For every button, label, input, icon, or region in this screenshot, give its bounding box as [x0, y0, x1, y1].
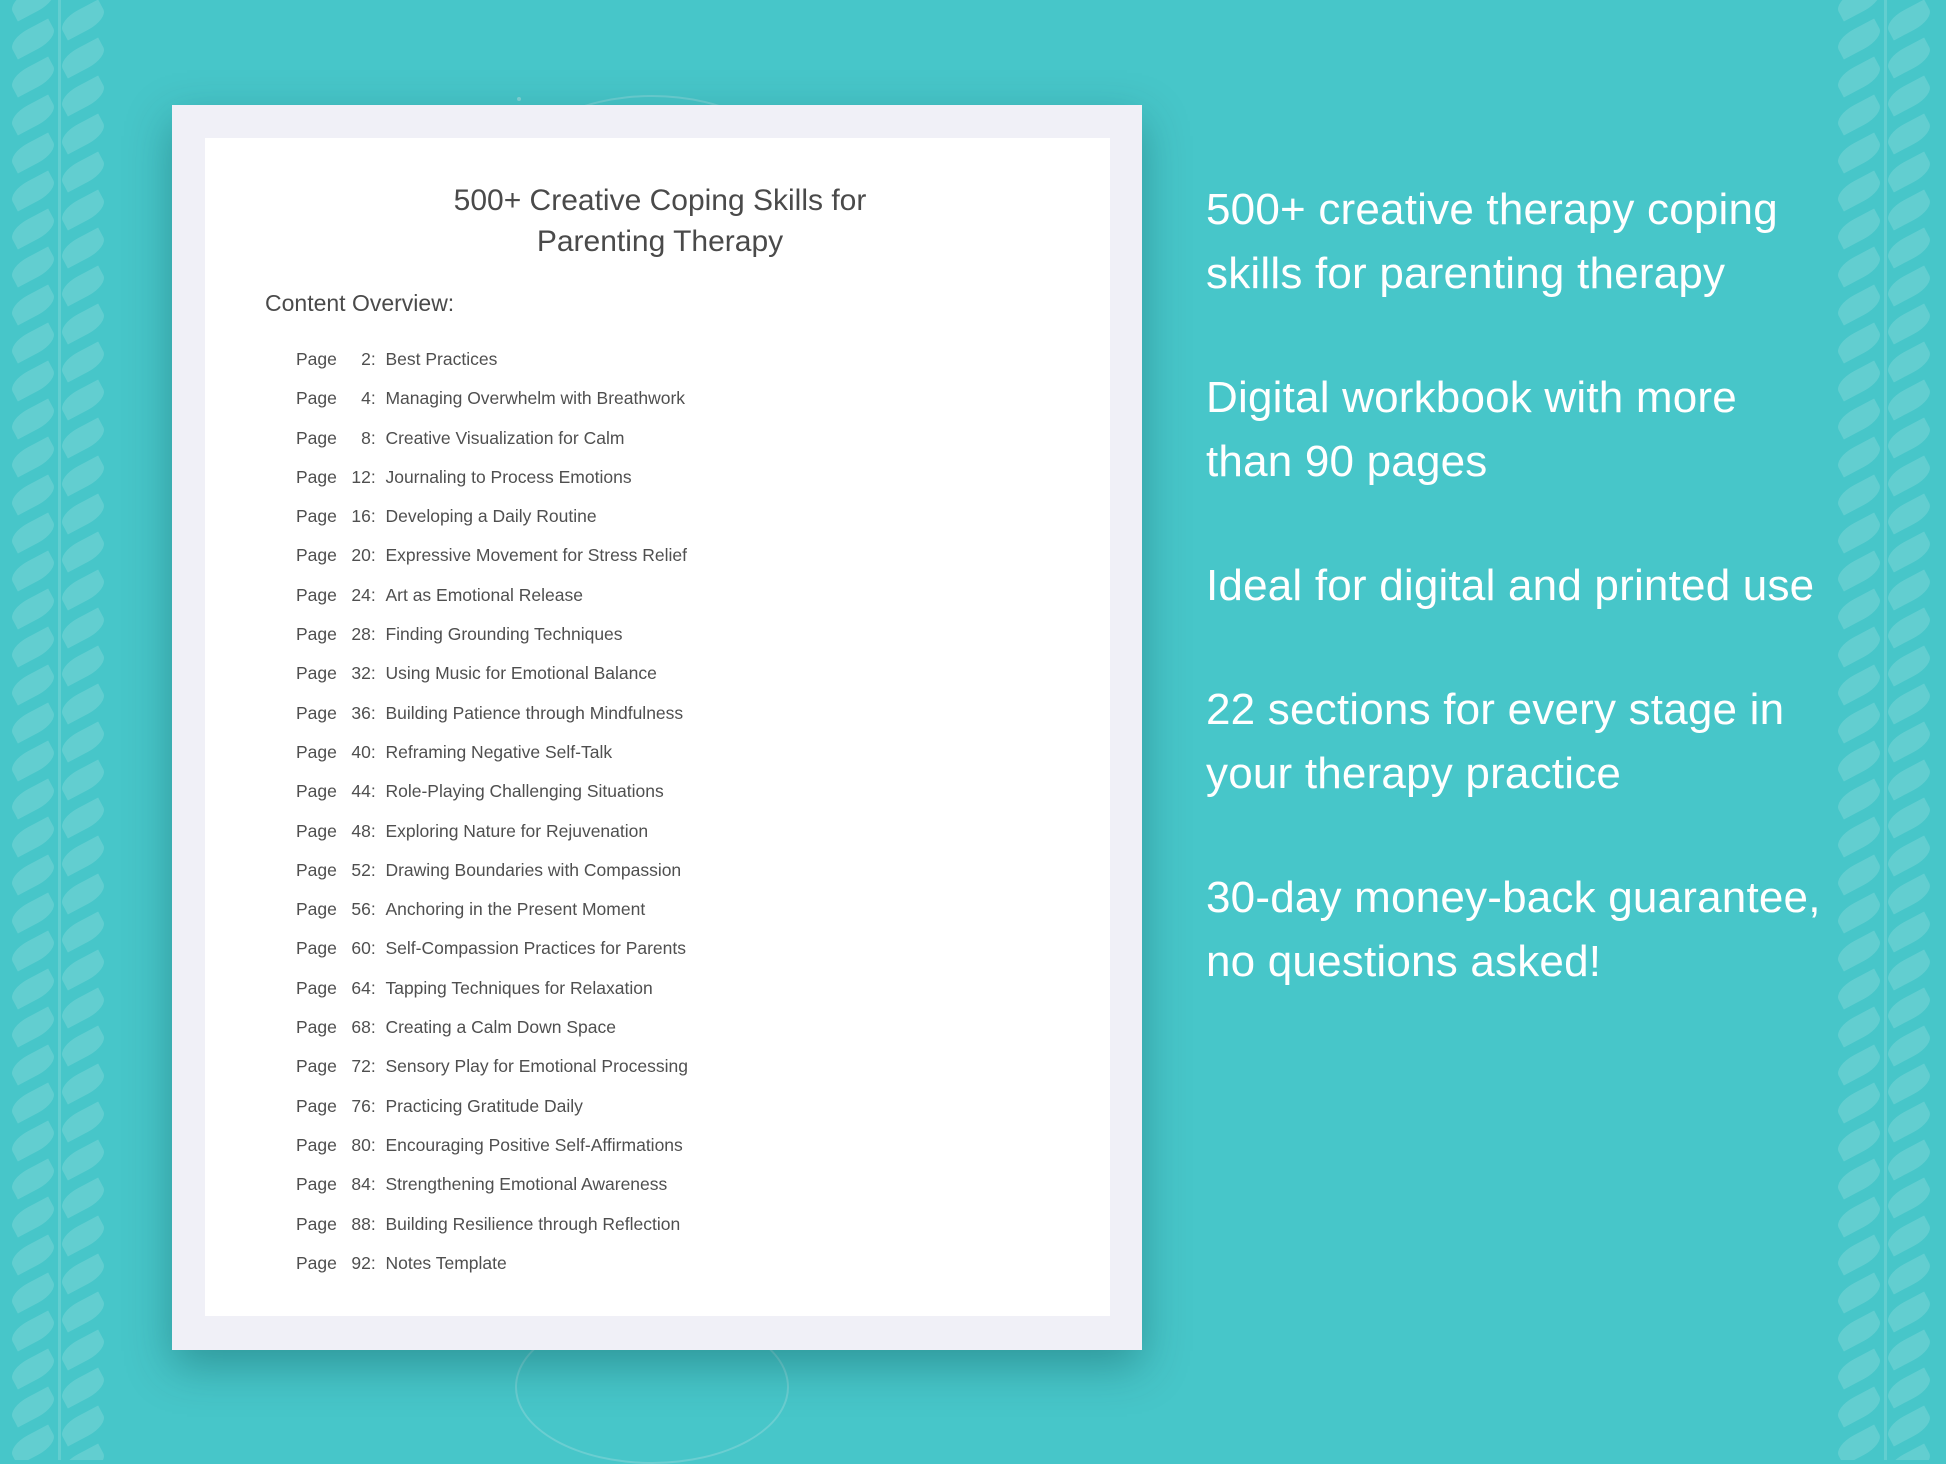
leaf-shape [58, 987, 109, 1028]
leaf-shape [1884, 531, 1935, 572]
leaf-shape [1884, 607, 1935, 648]
toc-page-number: 24 [351, 584, 371, 605]
toc-page-word: Page [296, 859, 337, 880]
document-title-line-1: 500+ Creative Coping Skills for [453, 184, 867, 217]
toc-row [296, 890, 1016, 929]
leaf-shape [58, 607, 109, 648]
toc-page-number: 76 [351, 1095, 371, 1116]
toc-separator: : [370, 349, 386, 369]
leaf-shape [1834, 1348, 1885, 1389]
leaf-shape [1884, 721, 1935, 762]
leaf-shape [58, 531, 109, 572]
vine-stem [1884, 0, 1887, 1460]
leaf-shape [1834, 740, 1885, 781]
toc-row [296, 851, 1016, 890]
leaf-shape [58, 1025, 109, 1066]
leaf-shape [58, 1215, 109, 1256]
toc-page-word: Page [296, 977, 337, 998]
toc-separator: : [370, 859, 386, 880]
leaf-shape [1884, 873, 1935, 914]
marketing-bullet: Ideal for digital and printed use [1206, 561, 1815, 610]
toc-page-number: 28 [351, 624, 371, 645]
leaf-shape [58, 227, 109, 268]
toc-entry-title: Role-Playing Challenging Situations [385, 781, 664, 802]
toc-page-word: Page [296, 663, 337, 684]
leaf-shape [58, 417, 109, 458]
leaf-shape [1884, 797, 1935, 838]
marketing-bullet: 30-day money-back guarantee, no questions asked! [1206, 873, 1821, 986]
leaf-shape [8, 550, 59, 591]
toc-separator: : [370, 702, 386, 723]
leaf-shape [1834, 1044, 1885, 1085]
toc-page-number: 16 [351, 506, 371, 527]
toc-page-number: 44 [351, 781, 371, 802]
toc-page-number: 60 [351, 938, 371, 959]
leaf-shape [58, 341, 109, 382]
leaf-shape [8, 1158, 59, 1199]
leaf-shape [8, 892, 59, 933]
toc-page-word: Page [296, 820, 337, 841]
vine-stem [58, 0, 61, 1460]
leaf-shape [1834, 1386, 1885, 1427]
leaf-shape [1834, 322, 1885, 363]
toc-separator: : [370, 741, 386, 762]
toc-entry-title: Exploring Nature for Rejuvenation [385, 820, 649, 841]
toc-entry-title: Practicing Gratitude Daily [385, 1095, 583, 1116]
toc-separator: : [370, 781, 386, 802]
toc-row [296, 772, 1016, 811]
leaf-shape [1834, 816, 1885, 857]
toc-entry-title: Best Practices [385, 349, 498, 369]
leaf-shape [1884, 1443, 1935, 1460]
leaf-shape [1834, 474, 1885, 515]
leaf-shape [1834, 550, 1885, 591]
toc-page-word: Page [296, 545, 337, 566]
leaf-shape [8, 94, 59, 135]
toc-page-number: 80 [351, 1134, 371, 1155]
leaf-shape [8, 702, 59, 743]
toc-page-word: Page [296, 702, 337, 723]
document-title [260, 180, 1060, 262]
leaf-shape [1884, 1291, 1935, 1332]
toc-separator: : [370, 1095, 386, 1116]
leaf-shape [1884, 455, 1935, 496]
toc-separator: : [370, 624, 386, 645]
toc-row [296, 536, 1016, 575]
toc-page-number: 84 [351, 1174, 371, 1195]
toc-page-word: Page [296, 781, 337, 802]
table-of-contents [296, 340, 1016, 1283]
leaf-shape [58, 1139, 109, 1180]
leaf-shape [8, 664, 59, 705]
marketing-bullets [1206, 178, 1826, 994]
leaf-shape [8, 512, 59, 553]
leaf-shape [1834, 1424, 1885, 1460]
leaf-shape [58, 1253, 109, 1294]
toc-row [296, 694, 1016, 733]
toc-entry-title: Reframing Negative Self-Talk [385, 741, 613, 762]
leaf-shape [1834, 1272, 1885, 1313]
toc-entry-title: Art as Emotional Release [385, 584, 583, 605]
marketing-bullet: 22 sections for every stage in your therapy practice [1206, 685, 1785, 798]
toc-separator: : [370, 1213, 386, 1234]
toc-entry-title: Sensory Play for Emotional Processing [385, 1056, 688, 1077]
toc-separator: : [370, 388, 386, 409]
toc-entry-title: Tapping Techniques for Relaxation [385, 977, 653, 998]
leaf-shape [8, 1386, 59, 1427]
leaf-shape [1834, 94, 1885, 135]
leaf-shape [1884, 683, 1935, 724]
toc-page-word: Page [296, 741, 337, 762]
toc-page-word: Page [296, 1017, 337, 1038]
toc-page-word: Page [296, 899, 337, 920]
leaf-shape [1884, 265, 1935, 306]
toc-row [296, 497, 1016, 536]
leaf-shape [58, 835, 109, 876]
leaf-shape [1834, 1158, 1885, 1199]
leaf-shape [58, 493, 109, 534]
toc-entry-title: Encouraging Positive Self-Affirmations [385, 1134, 683, 1155]
toc-page-word: Page [296, 388, 337, 409]
leaf-shape [1834, 854, 1885, 895]
leaf-shape [1884, 227, 1935, 268]
toc-page-number: 56 [351, 899, 371, 920]
leaf-shape [1834, 512, 1885, 553]
leaf-shape [8, 1082, 59, 1123]
leaf-shape [8, 854, 59, 895]
leaf-shape [8, 436, 59, 477]
toc-page-word: Page [296, 624, 337, 645]
toc-row [296, 654, 1016, 693]
leaf-shape [8, 930, 59, 971]
toc-separator: : [370, 1174, 386, 1195]
leaf-shape [8, 284, 59, 325]
leaf-shape [8, 968, 59, 1009]
leaf-shape [8, 1196, 59, 1237]
toc-entry-title: Strengthening Emotional Awareness [385, 1174, 668, 1195]
leaf-shape [8, 1120, 59, 1161]
leaf-shape [1884, 949, 1935, 990]
toc-row [296, 812, 1016, 851]
leaf-shape [8, 1310, 59, 1351]
toc-separator: : [370, 1056, 386, 1077]
leaf-shape [8, 132, 59, 173]
toc-row [296, 458, 1016, 497]
toc-entry-title: Anchoring in the Present Moment [385, 899, 646, 920]
leaf-shape [1834, 436, 1885, 477]
toc-entry-title: Developing a Daily Routine [385, 506, 597, 527]
leaf-shape [58, 569, 109, 610]
content-overview-label: Content Overview: [265, 290, 455, 316]
leaf-shape [1834, 1196, 1885, 1237]
leaf-shape [1834, 930, 1885, 971]
marketing-bullet: Digital workbook with more than 90 pages [1206, 373, 1737, 486]
leaf-shape [58, 949, 109, 990]
toc-entry-title: Building Resilience through Reflection [385, 1213, 681, 1234]
toc-separator: : [370, 899, 386, 920]
toc-entry-title: Journaling to Process Emotions [385, 466, 632, 487]
leaf-shape [58, 1063, 109, 1104]
toc-page-number: 64 [351, 977, 371, 998]
leaf-shape [8, 360, 59, 401]
toc-page-number: 40 [351, 741, 371, 762]
toc-page-number: 68 [351, 1017, 371, 1038]
leaf-shape [58, 1367, 109, 1408]
leaf-shape [1834, 170, 1885, 211]
toc-row [296, 1244, 1016, 1283]
leaf-shape [58, 455, 109, 496]
leaf-shape [1834, 246, 1885, 287]
leaf-shape [58, 1405, 109, 1446]
leaf-shape [1834, 1120, 1885, 1161]
toc-row [296, 576, 1016, 615]
leaf-shape [1834, 0, 1885, 22]
toc-row [296, 969, 1016, 1008]
toc-separator: : [370, 820, 386, 841]
leaf-shape [1884, 341, 1935, 382]
toc-page-word: Page [296, 466, 337, 487]
toc-entry-title: Building Patience through Mindfulness [385, 702, 684, 723]
leaf-shape [8, 322, 59, 363]
leaf-shape [1884, 1177, 1935, 1218]
toc-entry-title: Notes Template [385, 1252, 507, 1273]
leaf-shape [8, 1234, 59, 1275]
toc-row [296, 1087, 1016, 1126]
toc-page-word: Page [296, 506, 337, 527]
toc-separator: : [370, 977, 386, 998]
leaf-shape [1884, 1405, 1935, 1446]
leaf-shape [1884, 911, 1935, 952]
leaf-shape [8, 740, 59, 781]
leaf-shape [1884, 1253, 1935, 1294]
toc-page-word: Page [296, 427, 337, 448]
toc-page-word: Page [296, 349, 337, 369]
leaf-shape [8, 1348, 59, 1389]
toc-page-number: 4 [361, 388, 371, 409]
leaf-shape [1834, 892, 1885, 933]
leaf-shape [1884, 1139, 1935, 1180]
marketing-bullet: 500+ creative therapy coping skills for parenting therapy [1206, 185, 1778, 298]
toc-entry-title: Using Music for Emotional Balance [385, 663, 657, 684]
toc-page-number: 88 [351, 1213, 371, 1234]
leaf-shape [8, 170, 59, 211]
toc-entry-title: Finding Grounding Techniques [385, 624, 623, 645]
toc-row [296, 1008, 1016, 1047]
leaf-shape [1884, 189, 1935, 230]
document-title-line-2: Parenting Therapy [536, 225, 784, 258]
leaf-shape [58, 645, 109, 686]
toc-page-number: 32 [351, 663, 371, 684]
leaf-shape [1884, 303, 1935, 344]
leaf-shape [1884, 1101, 1935, 1142]
leaf-shape [8, 18, 59, 59]
leaf-shape [58, 1101, 109, 1142]
leaf-shape [58, 379, 109, 420]
leaf-shape [1884, 379, 1935, 420]
leaf-shape [1834, 626, 1885, 667]
leaf-shape [1884, 75, 1935, 116]
toc-row [296, 929, 1016, 968]
toc-row [296, 419, 1016, 458]
leaf-shape [1834, 56, 1885, 97]
toc-page-word: Page [296, 1056, 337, 1077]
toc-page-word: Page [296, 1134, 337, 1155]
leaf-shape [8, 778, 59, 819]
leaf-shape [58, 37, 109, 78]
toc-separator: : [370, 584, 386, 605]
toc-row [296, 379, 1016, 418]
leaf-shape [58, 683, 109, 724]
floral-border-right [1826, 0, 1946, 1460]
leaf-shape [1834, 1006, 1885, 1047]
toc-page-number: 72 [351, 1056, 371, 1077]
toc-page-number: 20 [351, 545, 371, 566]
leaf-shape [58, 873, 109, 914]
leaf-shape [58, 1291, 109, 1332]
leaf-shape [58, 721, 109, 762]
leaf-shape [1884, 1329, 1935, 1370]
leaf-shape [1834, 968, 1885, 1009]
leaf-shape [58, 759, 109, 800]
leaf-shape [58, 265, 109, 306]
leaf-shape [1884, 569, 1935, 610]
leaf-shape [8, 208, 59, 249]
toc-row [296, 1205, 1016, 1244]
toc-page-word: Page [296, 584, 337, 605]
toc-separator: : [370, 506, 386, 527]
leaf-shape [1884, 645, 1935, 686]
toc-page-word: Page [296, 1252, 337, 1273]
leaf-shape [1834, 1082, 1885, 1123]
toc-page-number: 12 [351, 466, 371, 487]
toc-page-number: 8 [361, 427, 371, 448]
leaf-shape [58, 1177, 109, 1218]
toc-row [296, 615, 1016, 654]
toc-entry-title: Creative Visualization for Calm [385, 427, 625, 448]
leaf-shape [58, 0, 109, 41]
leaf-shape [1834, 1310, 1885, 1351]
leaf-shape [58, 113, 109, 154]
leaf-shape [1884, 151, 1935, 192]
toc-separator: : [370, 1252, 386, 1273]
leaf-shape [8, 1044, 59, 1085]
toc-separator: : [370, 545, 386, 566]
toc-entry-title: Expressive Movement for Stress Relief [385, 545, 687, 566]
toc-row [296, 1165, 1016, 1204]
leaf-shape [1884, 1025, 1935, 1066]
leaf-shape [1834, 132, 1885, 173]
toc-page-number: 2 [361, 349, 371, 369]
leaf-shape [8, 56, 59, 97]
leaf-shape [1834, 588, 1885, 629]
toc-page-word: Page [296, 1174, 337, 1195]
leaf-shape [8, 588, 59, 629]
leaf-shape [1884, 1063, 1935, 1104]
leaf-shape [58, 303, 109, 344]
leaf-shape [1834, 664, 1885, 705]
leaf-shape [58, 911, 109, 952]
toc-entry-title: Creating a Calm Down Space [385, 1017, 616, 1038]
leaf-shape [8, 1272, 59, 1313]
leaf-shape [1884, 493, 1935, 534]
toc-page-number: 48 [351, 820, 371, 841]
leaf-shape [1834, 18, 1885, 59]
leaf-shape [1834, 360, 1885, 401]
leaf-shape [1884, 1367, 1935, 1408]
toc-page-number: 36 [351, 702, 371, 723]
leaf-shape [1884, 0, 1935, 41]
toc-page-word: Page [296, 1213, 337, 1234]
leaf-shape [58, 1329, 109, 1370]
toc-page-number: 92 [351, 1252, 371, 1273]
floral-border-left [0, 0, 120, 1460]
toc-page-number: 52 [351, 859, 371, 880]
leaf-shape [58, 797, 109, 838]
leaf-shape [1834, 778, 1885, 819]
toc-entry-title: Managing Overwhelm with Breathwork [385, 388, 686, 409]
leaf-shape [8, 1006, 59, 1047]
leaf-shape [8, 474, 59, 515]
toc-row [296, 340, 1016, 379]
leaf-shape [8, 626, 59, 667]
toc-separator: : [370, 938, 386, 959]
leaf-shape [1884, 835, 1935, 876]
leaf-shape [8, 816, 59, 857]
leaf-shape [8, 246, 59, 287]
toc-separator: : [370, 466, 386, 487]
toc-separator: : [370, 1134, 386, 1155]
leaf-shape [58, 151, 109, 192]
leaf-shape [1884, 987, 1935, 1028]
leaf-shape [1834, 284, 1885, 325]
leaf-shape [1834, 208, 1885, 249]
leaf-shape [8, 0, 59, 22]
leaf-shape [1834, 1234, 1885, 1275]
leaf-shape [8, 1424, 59, 1460]
leaf-shape [1884, 37, 1935, 78]
toc-separator: : [370, 427, 386, 448]
toc-row [296, 1126, 1016, 1165]
leaf-shape [58, 75, 109, 116]
toc-page-word: Page [296, 1095, 337, 1116]
leaf-shape [58, 189, 109, 230]
toc-separator: : [370, 663, 386, 684]
toc-entry-title: Self-Compassion Practices for Parents [385, 938, 687, 959]
leaf-shape [1884, 417, 1935, 458]
leaf-shape [1884, 1215, 1935, 1256]
toc-row [296, 733, 1016, 772]
toc-entry-title: Drawing Boundaries with Compassion [385, 859, 682, 880]
leaf-shape [1884, 113, 1935, 154]
leaf-shape [58, 1443, 109, 1460]
leaf-shape [1834, 398, 1885, 439]
leaf-shape [1834, 702, 1885, 743]
leaf-shape [1884, 759, 1935, 800]
toc-row [296, 1047, 1016, 1086]
toc-page-word: Page [296, 938, 337, 959]
leaf-shape [8, 398, 59, 439]
toc-separator: : [370, 1017, 386, 1038]
